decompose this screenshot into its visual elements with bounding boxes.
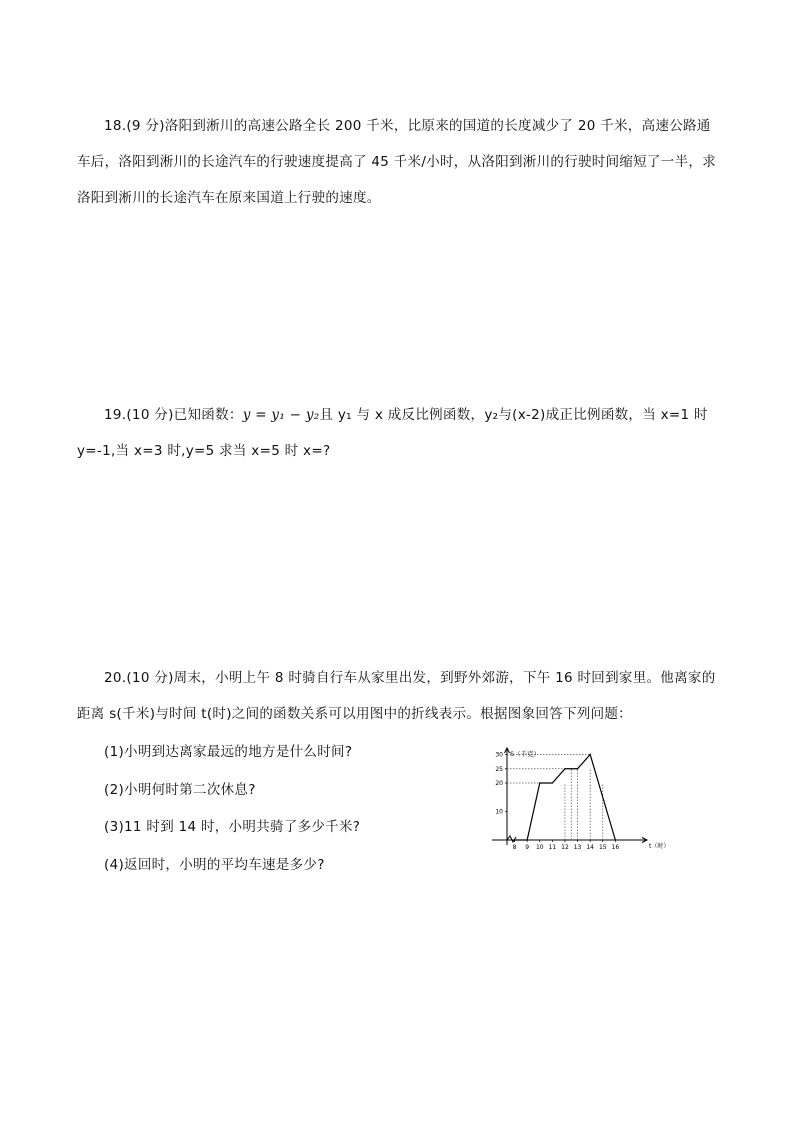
x-tick-label-10: 10 [535, 844, 544, 851]
axes [492, 748, 647, 845]
data-point-10 [539, 782, 540, 783]
axis-ticks [495, 752, 619, 852]
y-axis-label: S（千克） [510, 750, 541, 758]
data-point-12 [564, 768, 565, 769]
y-tick-label-25: 25 [495, 765, 503, 773]
data-point-9 [527, 839, 528, 840]
subitem-1: (1)小明到达离家最远的地方是什么时间? [104, 744, 353, 760]
data-point-8 [514, 839, 515, 840]
x-tick-label-11: 11 [548, 844, 557, 851]
question-19-formula: y = y₁ − y₂ [242, 407, 320, 423]
distance-time-graph [486, 745, 670, 853]
data-point-13 [577, 768, 578, 769]
data-point-16 [615, 839, 616, 840]
x-tick-label-15: 15 [598, 844, 607, 851]
x-tick-label-16: 16 [611, 844, 620, 851]
x-tick-label-12: 12 [561, 844, 569, 851]
x-axis-label: t（时） [649, 843, 670, 850]
reference-lines [507, 755, 603, 841]
question-20-subitems [104, 734, 360, 884]
y-tick-label-10: 10 [495, 808, 503, 816]
subitem-2: (2)小明何时第二次休息? [104, 781, 256, 798]
x-tick-label-14: 14 [586, 844, 594, 851]
x-tick-label-9: 9 [525, 844, 530, 851]
question-18: 18.(9 分)洛阳到淅川的高速公路全长 200 千米，比原来的国道的长度减少了 20 千米，高速公路通车后，洛阳到淅川的长途汽车的行驶速度提高了 45 千米/小时，从洛阳到淅川的行驶时间缩短了一半，求洛阳到淅川的长途汽车在原来国道上行驶的速度。 [77, 118, 717, 206]
x-tick-label-13: 13 [573, 844, 582, 851]
data-point-14 [590, 754, 591, 755]
question-19 [77, 397, 722, 469]
question-19-suffix: 且 y₁ 与 x 成反比例函数，y₂与(x-2)成正比例函数，当 x=1 时 y=-1,当 x=3 时,y=5 求当 x=5 时 x=? [77, 407, 708, 459]
question-19-prefix: 19.(10 分)已知函数： [104, 407, 243, 423]
y-tick-label-20: 20 [495, 780, 503, 787]
subitem-4: (4)返回时，小明的平均车速是多少? [104, 856, 325, 873]
x-tick-label-8: 8 [512, 844, 517, 851]
data-point-11 [552, 782, 553, 783]
question-20: 20.(10 分)周末，小明上午 8 时骑自行车从家里出发，到野外郊游，下午 16 时回到家里。他离家的距离 s(千米)与时间 t(时)之间的函数关系可以用图中的折线表示。根据图象回答下列问题： [77, 670, 716, 722]
y-tick-label-30: 30 [495, 751, 503, 759]
subitem-3: (3)11 时到 14 时，小明共骑了多少千米? [104, 819, 361, 835]
